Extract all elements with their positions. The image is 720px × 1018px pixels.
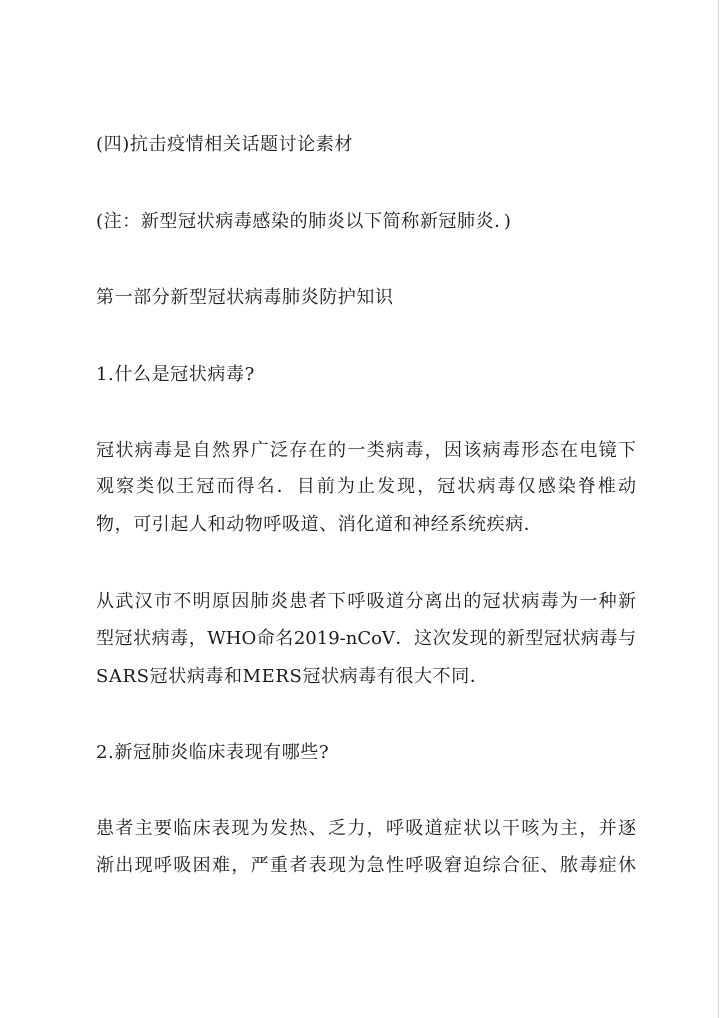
paragraph-2-line-3: SARS冠状病毒和MERS冠状病毒有很大不同． [96,666,489,687]
paragraph-3-line-1: 患者主要临床表现为发热、乏力，呼吸道症状以干咳为主，并逐 [96,818,636,839]
paragraph-2-line-1: 从武汉市不明原因肺炎患者下呼吸道分离出的冠状病毒为一种新 [96,591,636,612]
note-text: (注：新型冠状病毒感染的肺炎以下简称新冠肺炎．) [96,211,512,232]
paragraph-3-line-2: 渐出现呼吸困难，严重者表现为急性呼吸窘迫综合征、脓毒症休 [96,855,636,876]
question-1: 1.什么是冠状病毒? [96,364,255,385]
paragraph-1-line-3: 物，可引起人和动物呼吸道、消化道和神经系统疾病． [96,514,543,535]
part-title: 第一部分新型冠状病毒肺炎防护知识 [96,287,394,308]
question-2: 2.新冠肺炎临床表现有哪些? [96,742,330,763]
paragraph-1-line-1: 冠状病毒是自然界广泛存在的一类病毒，因该病毒形态在电镜下 [96,440,636,461]
paragraph-2-line-2: 型冠状病毒，WHO命名2019-nCoV．这次发现的新型冠状病毒与 [96,628,636,649]
paragraph-1-line-2: 观察类似王冠而得名．目前为止发现，冠状病毒仅感染脊椎动 [96,476,636,497]
section-heading: (四)抗击疫情相关话题讨论素材 [96,134,354,155]
